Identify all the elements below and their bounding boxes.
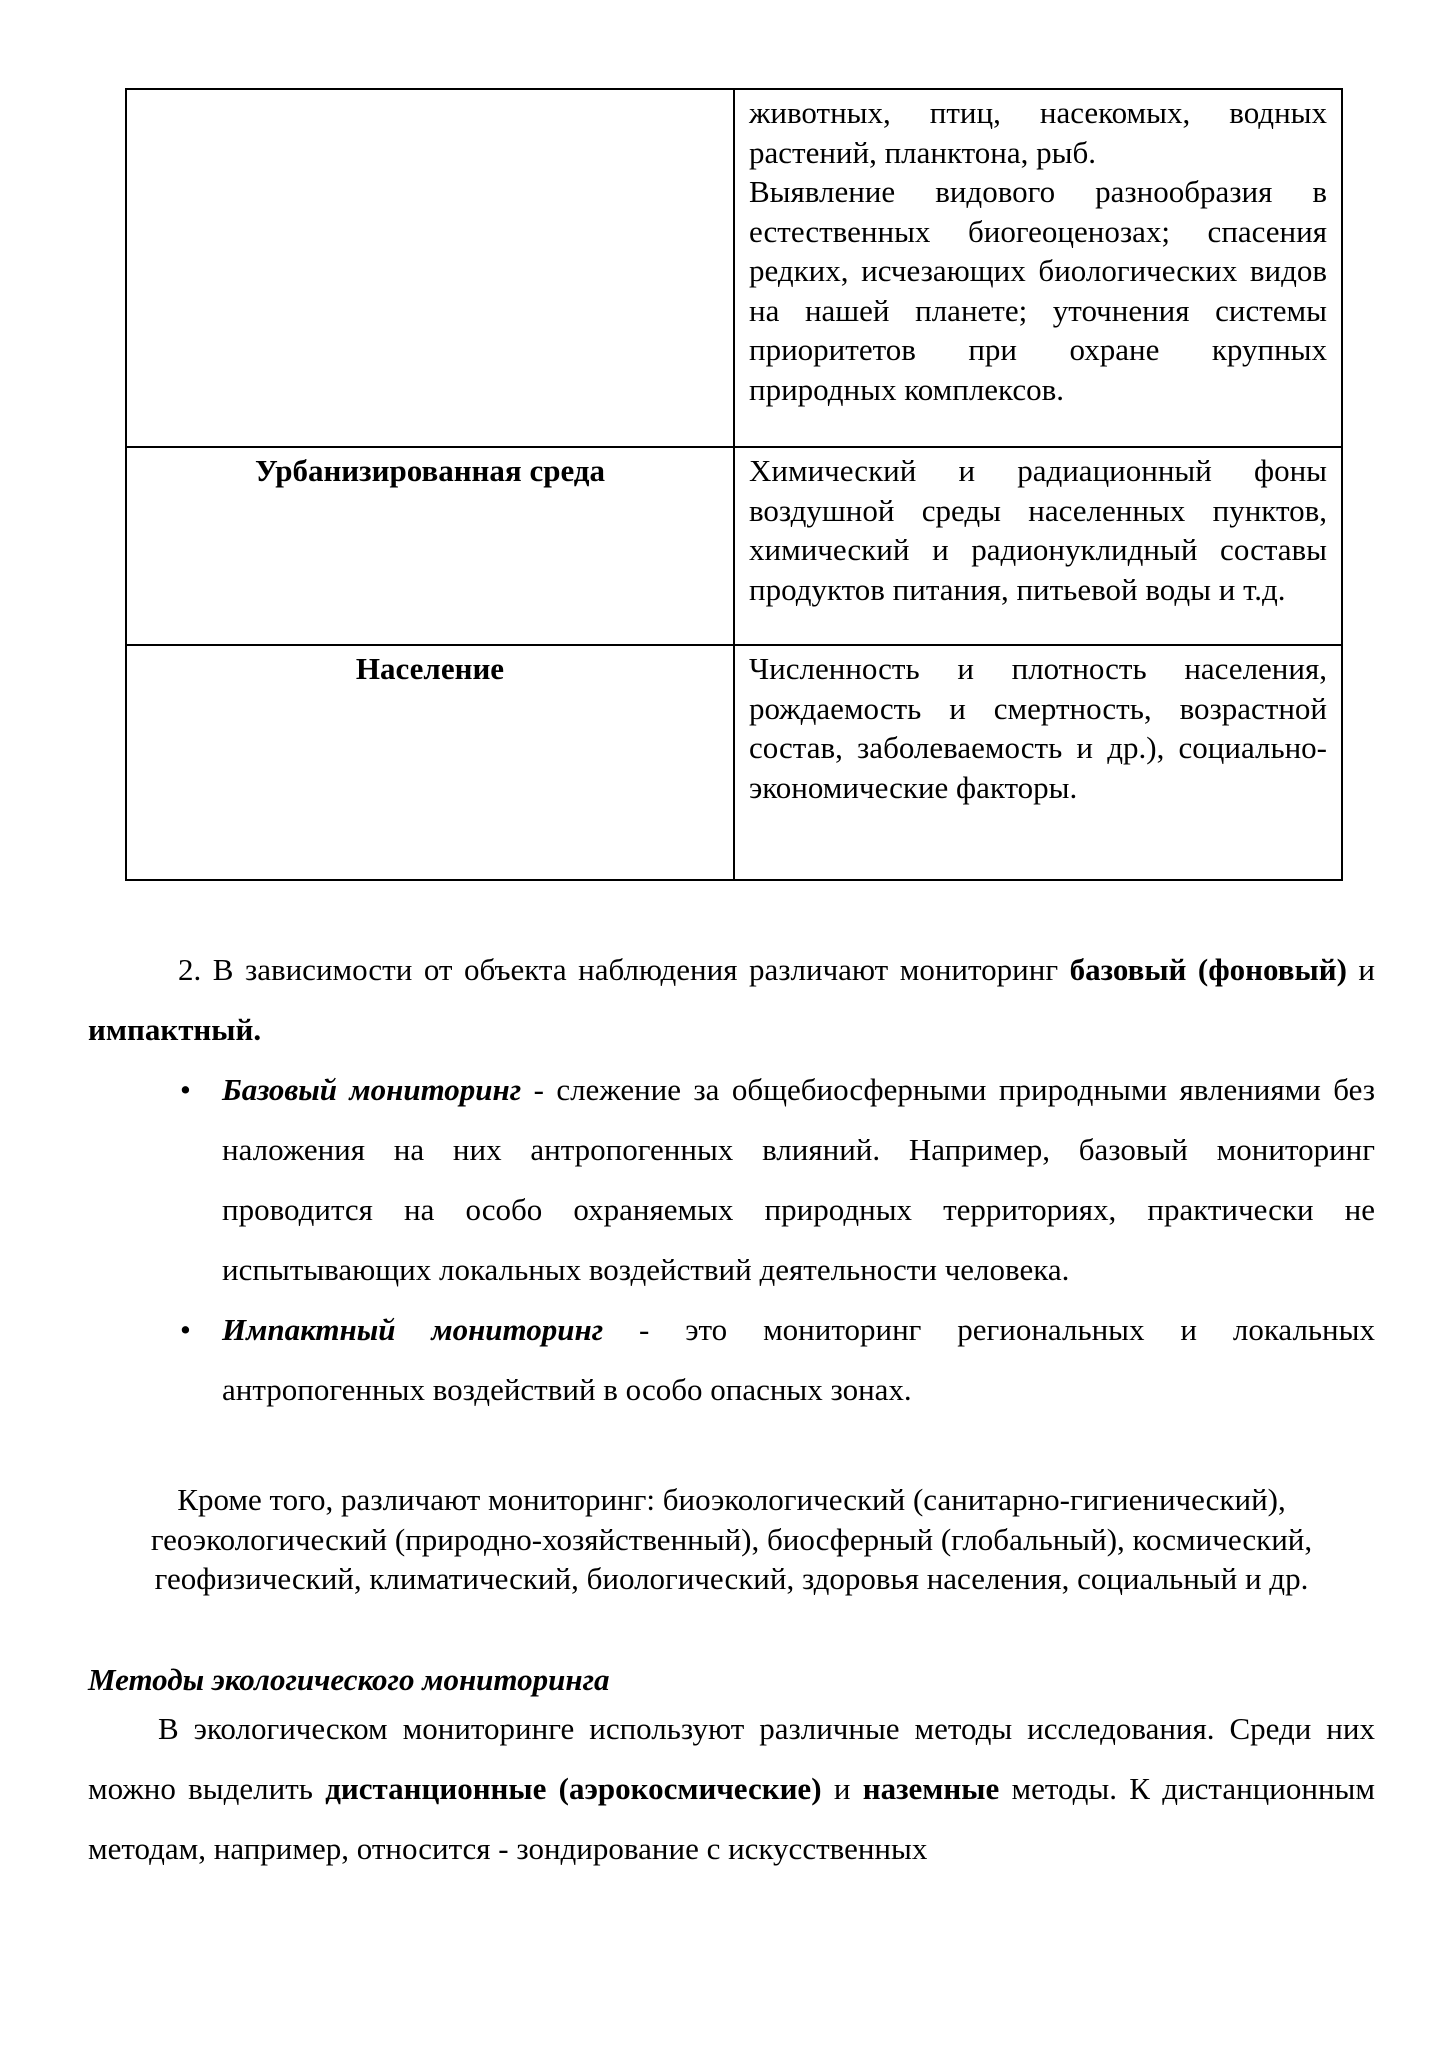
list-item-term: Базовый мониторинг bbox=[222, 1072, 522, 1107]
table-cell-object-text bbox=[127, 90, 733, 93]
list-item-text: - слежение за общебиосферными природными явлениями без наложения на них антропогенных влияний. Например, базовый мониторинг проводится на особо охраняемых природных территориях, практически не испытывающих локальных воздействий деятельности человека. bbox=[222, 1072, 1376, 1287]
bold-term-ground: наземные bbox=[862, 1771, 1000, 1806]
bold-term-remote: дистанционные (аэрокосмические) bbox=[325, 1771, 822, 1806]
table-cell-object bbox=[126, 645, 734, 880]
list-item bbox=[88, 1060, 1375, 1300]
table-cell-object bbox=[126, 447, 734, 645]
table-row bbox=[126, 89, 1342, 447]
paragraph-text: и bbox=[821, 1771, 863, 1806]
table-cell-paragraph: животных, птиц, насекомых, водных растений, планктона, рыб. bbox=[749, 95, 1327, 170]
table-cell-paragraph: Численность и плотность населения, рождаемость и смертность, возрастной состав, заболеваемость и др.), социально-экономические факторы. bbox=[749, 651, 1327, 805]
monitoring-types-list bbox=[88, 1060, 1375, 1420]
table-cell-indicators bbox=[734, 645, 1342, 880]
table-row bbox=[126, 645, 1342, 880]
paragraph-other-monitoring: Кроме того, различают мониторинг: биоэкологический (санитарно-гигиенический), геоэкологический (природно-хозяйственный), биосферный (глобальный), космический, геофизический, климатический, биологический, здоровья населения, социальный и др. bbox=[150, 1482, 1313, 1596]
table-cell-object bbox=[126, 89, 734, 447]
paragraph-monitoring-types bbox=[88, 940, 1375, 1060]
paragraph-text: и bbox=[1346, 952, 1375, 987]
list-item-text: - это мониторинг региональных и локальных антропогенных воздействий в особо опасных зонах. bbox=[222, 1312, 1375, 1407]
table-cell-object-text: Урбанизированная среда bbox=[255, 453, 605, 488]
table-cell-paragraph: Химический и радиационный фоны воздушной среды населенных пунктов, химический и радионуклидный составы продуктов питания, питьевой воды и т.д. bbox=[749, 453, 1327, 607]
table-cell-object-text: Население bbox=[355, 651, 505, 686]
list-item-term: Импактный мониторинг bbox=[222, 1312, 604, 1347]
paragraph-text: методы. К дистанционным методам, например, относится - зондирование с искусственных bbox=[88, 1771, 1375, 1866]
table-cell-indicators bbox=[734, 89, 1342, 447]
table-cell-indicators bbox=[734, 447, 1342, 645]
table-cell-paragraph: Выявление видового разнообразия в естественных биогеоценозах; спасения редких, исчезающих биологических видов на нашей планете; уточнения системы приоритетов при охране крупных природных комплексов. bbox=[749, 174, 1327, 407]
list-item bbox=[88, 1300, 1375, 1420]
monitoring-objects-table bbox=[125, 88, 1343, 881]
bullet-icon: • bbox=[180, 1312, 191, 1347]
bold-term-basic: базовый (фоновый) bbox=[1069, 952, 1347, 987]
bold-term-impact: импактный. bbox=[88, 1012, 262, 1047]
paragraph-methods bbox=[88, 1699, 1375, 1879]
table-row bbox=[126, 447, 1342, 645]
paragraph-text: В экологическом мониторинге используют различные методы исследования. Среди них можно выделить bbox=[88, 1711, 1375, 1806]
bullet-icon: • bbox=[180, 1072, 191, 1107]
paragraph-text: 2. В зависимости от объекта наблюдения различают мониторинг bbox=[178, 952, 1070, 987]
section-heading: Методы экологического мониторинга bbox=[88, 1662, 610, 1697]
